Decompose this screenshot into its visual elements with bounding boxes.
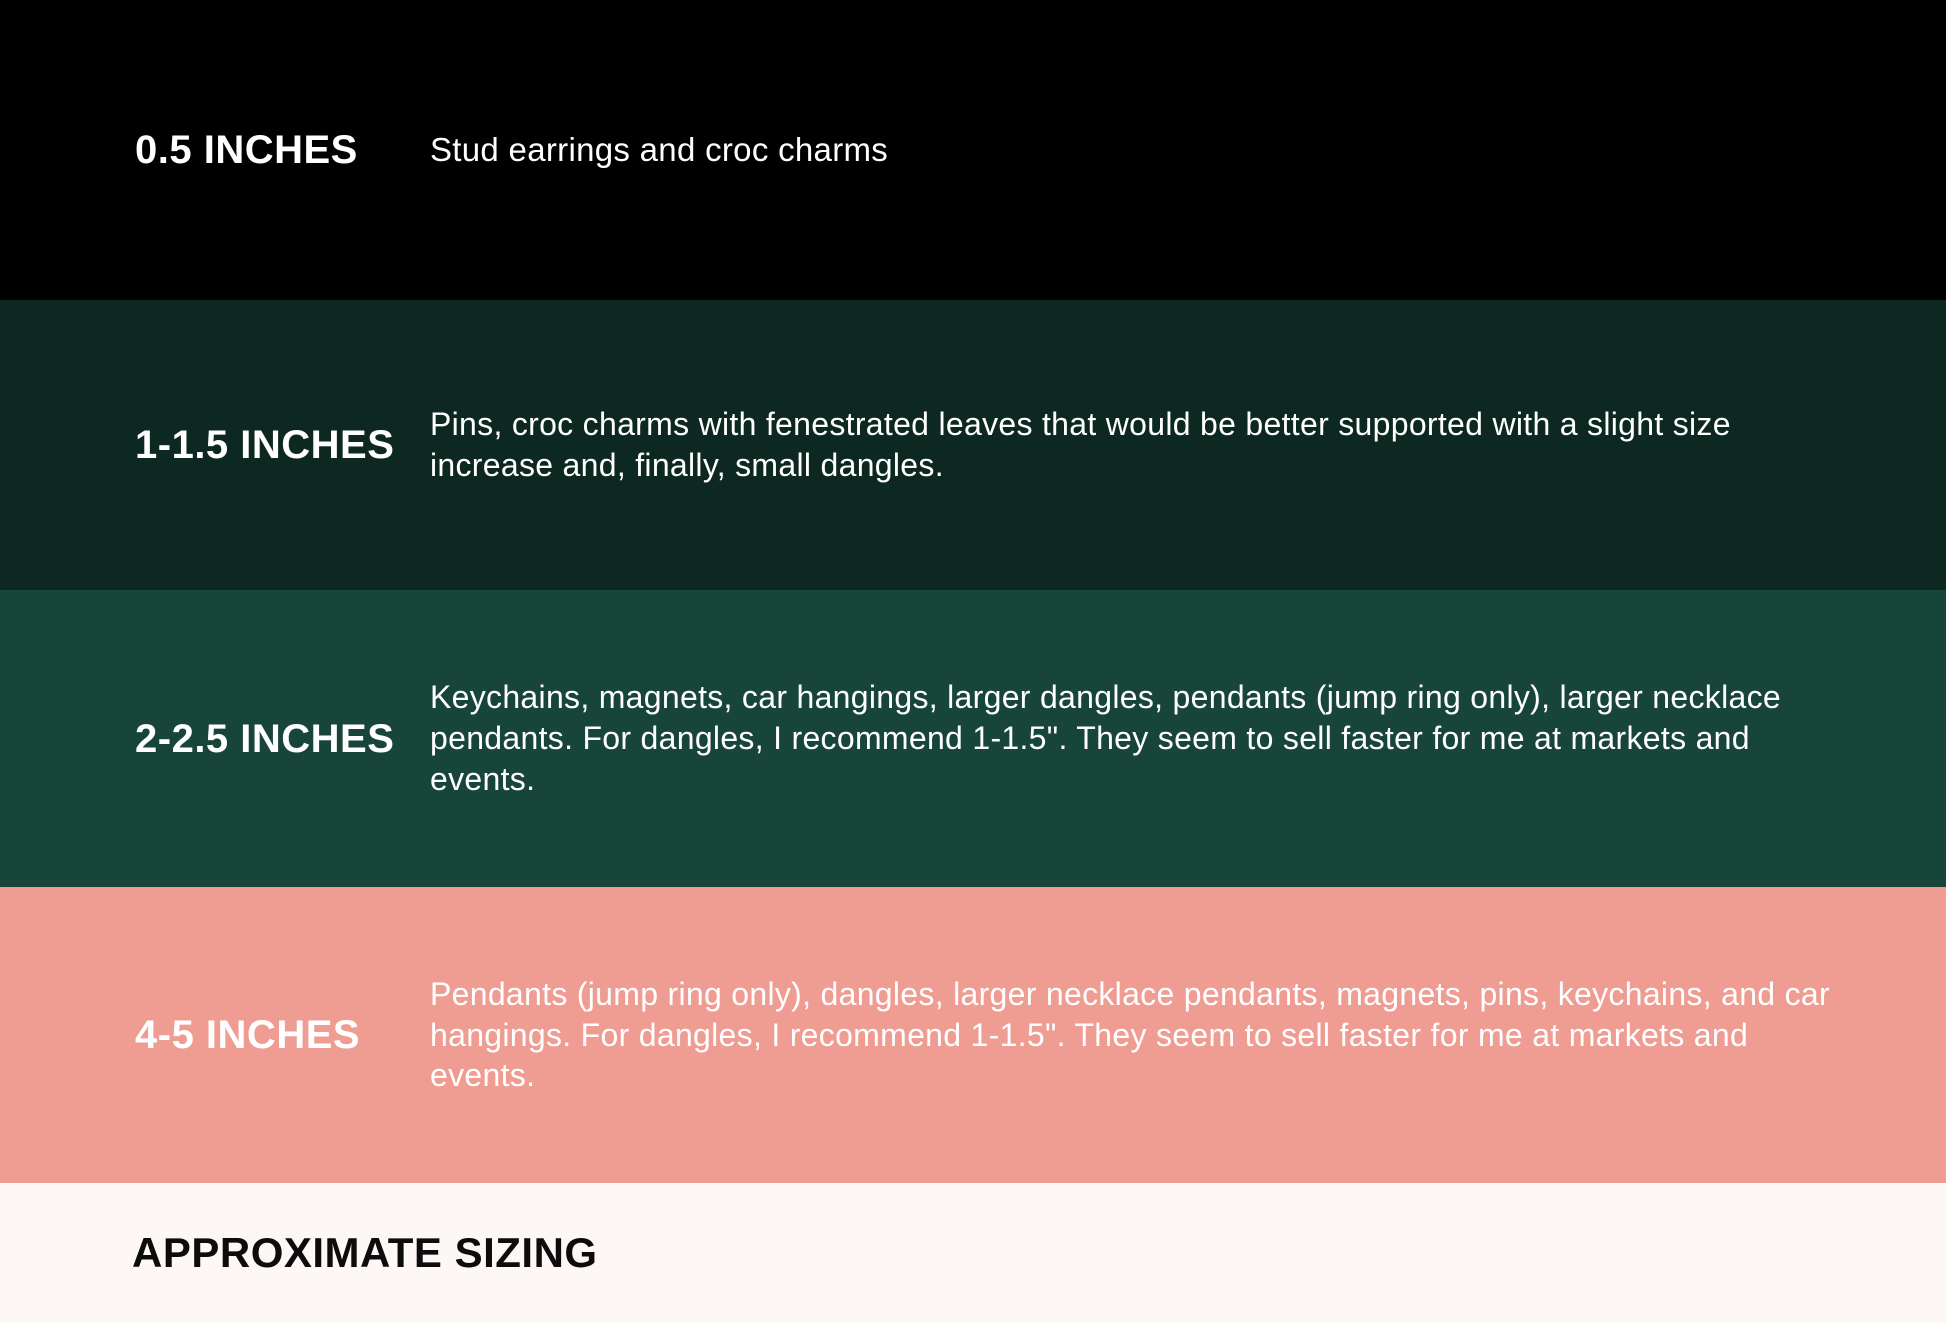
size-label: 4-5 INCHES [135,1013,361,1057]
sizing-row-2-2.5-inches [0,590,1946,887]
size-description: Keychains, magnets, car hangings, larger dangles, pendants (jump ring only), larger necklace pendants. For dangles, I recommend 1-1.5". They seem to sell faster for me at markets and events. [430,679,1781,797]
size-description: Stud earrings and croc charms [430,130,889,168]
sizing-row-1-1.5-inches [0,300,1946,590]
size-label: 0.5 INCHES [135,128,358,172]
page-title: APPROXIMATE SIZING [132,1229,598,1276]
sizing-row-0.5-inches [0,0,1946,300]
size-label: 2-2.5 INCHES [135,716,395,761]
sizing-row-4-5-inches [0,887,1946,1183]
size-description: Pendants (jump ring only), dangles, larger necklace pendants, magnets, pins, keychains, and car hangings. For dangles, I recommend 1-1.5". They seem to sell faster for me at markets and events. [430,975,1830,1094]
size-label: 1-1.5 INCHES [135,423,395,467]
size-description: Pins, croc charms with fenestrated leaves that would be better supported with a slight size increase and, finally, small dangles. [430,406,1731,483]
chart-footer [0,1183,1946,1323]
